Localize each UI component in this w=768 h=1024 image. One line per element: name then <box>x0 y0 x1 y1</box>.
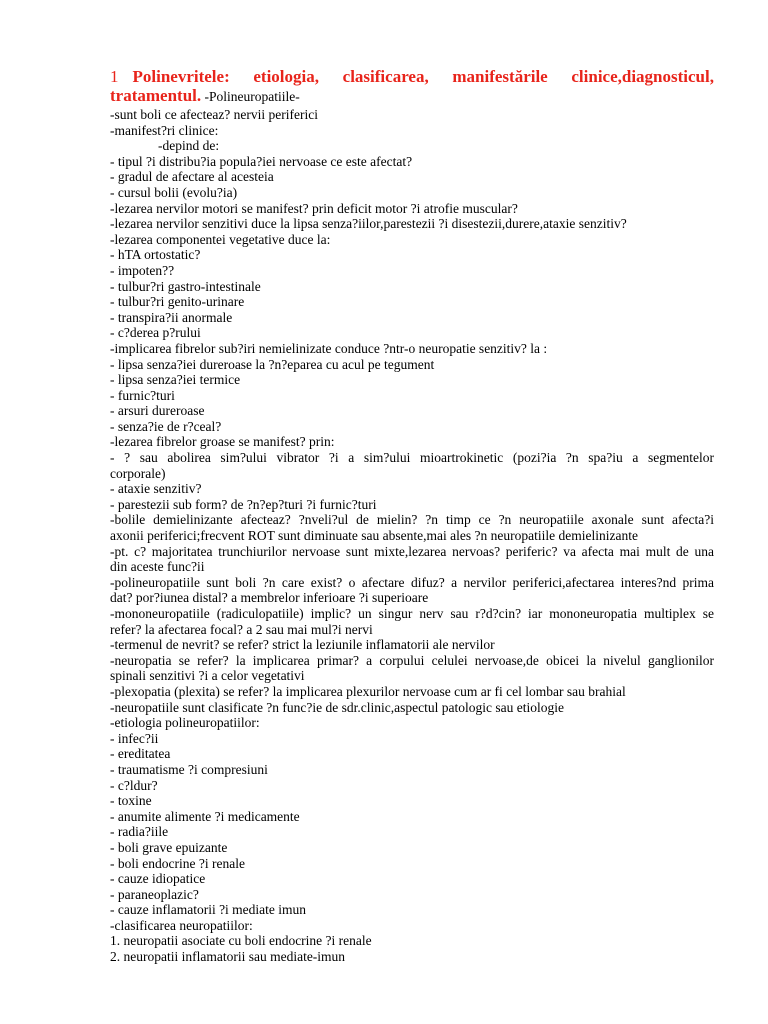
text-line: - transpira?ii anormale <box>110 309 233 325</box>
text-line: -lezarea nervilor senzitivi duce la lipsa senza?iilor,parestezii ?i disestezii,durere,ataxie senzitiv? <box>110 216 627 232</box>
text-line: -neuropatiile sunt clasificate ?n func?ie de sdr.clinic,aspectul patologic sau etiologie <box>110 699 564 715</box>
text-line: -lezarea nervilor motori se manifest? prin deficit motor ?i atrofie muscular? <box>110 200 518 216</box>
text-line: - boli grave epuizante <box>110 839 228 855</box>
text-line: - lipsa senza?iei termice <box>110 372 241 388</box>
text-line: axonii periferici;frecvent ROT sunt diminuate sau absente,mai ales ?n neuropatiile demielinizante <box>110 528 638 544</box>
text-line: -etiologia polineuropatiilor: <box>110 715 260 731</box>
section-heading <box>110 67 714 86</box>
text-line: -depind de: <box>158 138 220 154</box>
text-line: - furnic?turi <box>110 387 175 403</box>
text-line: - cauze idiopatice <box>110 871 206 887</box>
document-body <box>110 107 714 965</box>
text-line: -lezarea componentei vegetative duce la: <box>110 231 331 247</box>
text-line: -manifest?ri clinice: <box>110 122 219 138</box>
text-line: - impoten?? <box>110 262 175 278</box>
text-line: - gradul de afectare al acesteia <box>110 169 274 185</box>
text-line: - c?ldur? <box>110 777 158 793</box>
text-line: -clasificarea neuropatiilor: <box>110 917 253 933</box>
text-line: - traumatisme ?i compresiuni <box>110 761 268 777</box>
text-line: -termenul de nevrit? se refer? strict la leziunile inflamatorii ale nervilor <box>110 637 495 653</box>
text-line: spinali senzitivi ?i a celor vegetativi <box>110 668 305 684</box>
text-line: - arsuri dureroase <box>110 403 205 419</box>
text-line: -bolile demielinizante afecteaz? ?nveli?ul de mielin? ?n timp ce ?n neuropatiile axonale sunt afecta?i <box>110 512 714 528</box>
text-line: - toxine <box>110 793 152 809</box>
text-line: - ereditatea <box>110 746 171 762</box>
section-title-line2: tratamentul. <box>110 86 202 105</box>
text-line: refer? la afectarea focal? a 2 sau mai mul?i nervi <box>110 621 373 637</box>
text-line: - lipsa senza?iei dureroase la ?n?eparea cu acul pe tegument <box>110 356 435 372</box>
text-line: -pt. c? majoritatea trunchiurilor nervoase sunt mixte,lezarea nervoas? periferic? va afecta mai mult de una <box>110 543 714 559</box>
section-number: 1 <box>110 67 119 86</box>
text-line: corporale) <box>110 465 166 481</box>
section-subtitle: -Polineuropatiile- <box>201 89 300 104</box>
text-line: -implicarea fibrelor sub?iri nemielinizate conduce ?ntr-o neuropatie senzitiv? la : <box>110 340 548 356</box>
text-line: - anumite alimente ?i medicamente <box>110 808 300 824</box>
text-line: - cauze inflamatorii ?i mediate imun <box>110 902 307 918</box>
text-line: -neuropatia se refer? la implicarea primar? a corpului celulei nervoase,de obicei la nivelul ganglionilor <box>110 652 714 668</box>
text-line: -mononeuropatiile (radiculopatiile) implic? un singur nerv sau r?d?cin? iar mononeuropatia multiplex se <box>110 606 714 621</box>
text-line: 2. neuropatii inflamatorii sau mediate-imun <box>110 949 346 965</box>
text-line: dat? por?iunea distal? a membrelor inferioare ?i superioare <box>110 590 429 606</box>
text-line: - tipul ?i distribu?ia popula?iei nervoase ce este afectat? <box>110 153 413 169</box>
text-line: -polineuropatiile sunt boli ?n care exist? o afectare difuz? a nervilor periferici,afectarea interes?nd prima <box>110 574 714 590</box>
text-line: - radia?iile <box>110 824 169 840</box>
text-line: - ? sau abolirea sim?ului vibrator ?i a sim?ului mioartrokinetic (pozi?ia ?n spa?iu a segmentelor <box>110 450 714 466</box>
text-line: - cursul bolii (evolu?ia) <box>110 184 238 200</box>
text-line: - paraneoplazic? <box>110 886 199 902</box>
text-line: - parestezii sub form? de ?n?ep?turi ?i furnic?turi <box>110 496 377 512</box>
text-line: - ataxie senzitiv? <box>110 481 202 497</box>
text-line: din aceste func?ii <box>110 559 205 575</box>
text-line: - infec?ii <box>110 730 159 746</box>
text-line: - tulbur?ri genito-urinare <box>110 294 245 310</box>
text-line: - senza?ie de r?ceal? <box>110 418 222 434</box>
text-line: -plexopatia (plexita) se refer? la implicarea plexurilor nervoase cum ar fi cel lombar sau brahial <box>110 683 626 699</box>
text-line: 1. neuropatii asociate cu boli endocrine ?i renale <box>110 933 372 949</box>
section-title-line1: Polinevritele: etiologia, clasificarea, manifestările clinice,diagnosticul, <box>132 67 714 86</box>
section-heading-line2 <box>110 86 714 107</box>
text-line: - boli endocrine ?i renale <box>110 855 245 871</box>
text-line: - hTA ortostatic? <box>110 247 201 263</box>
text-line: - c?derea p?rului <box>110 325 201 341</box>
text-line: - tulbur?ri gastro-intestinale <box>110 278 261 294</box>
text-line: -lezarea fibrelor groase se manifest? prin: <box>110 434 335 450</box>
text-line: -sunt boli ce afecteaz? nervii periferici <box>110 107 319 122</box>
